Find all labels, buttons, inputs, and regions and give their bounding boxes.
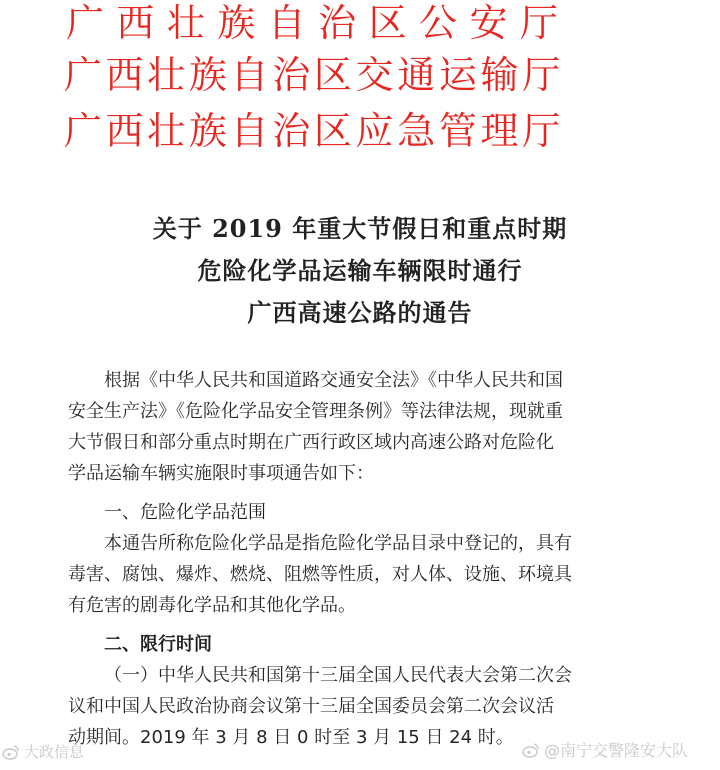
issuer-char: 输 <box>480 53 519 97</box>
watermark-right-text: @南宁交警隆安大队 <box>544 741 689 760</box>
issuer-emergency-management <box>62 108 562 154</box>
section-1-line: 本通告所称危险化学品是指危险化学品目录中登记的，具有 <box>104 533 572 554</box>
intro-paragraph <box>68 365 668 489</box>
section-1-body <box>68 528 668 621</box>
weibo-icon <box>2 744 20 760</box>
watermark-left-text: 大政信息 <box>24 743 85 761</box>
intro-line: 根据《中华人民共和国道路交通安全法》《中华人民共和国 <box>104 370 563 391</box>
issuer-char: 族 <box>217 1 256 45</box>
intro-line: 大节假日和部分重点时期在广西行政区域内高速公路对危险化 <box>68 432 554 453</box>
intro-line: 学品运输车辆实施限时事项通告如下： <box>68 463 374 484</box>
section-2-heading: 二、限行时间 <box>104 634 212 655</box>
issuer-char: 西 <box>105 53 144 97</box>
section-2-line: 议和中国人民政治协商会议第十三届全国委员会第二次会议活 <box>68 696 554 717</box>
section-1-line: 毒害、腐蚀、爆炸、燃烧、阻燃等性质，对人体、设施、环境具 <box>68 564 572 585</box>
issuer-char: 区 <box>313 109 352 153</box>
issuer-char: 治 <box>272 53 311 97</box>
issuer-char: 厅 <box>522 109 561 153</box>
watermark-left <box>2 741 84 762</box>
issuer-transportation <box>62 52 562 98</box>
issuer-char: 治 <box>272 109 311 153</box>
issuer-char: 西 <box>116 1 155 45</box>
issuer-char: 族 <box>188 109 227 153</box>
section-1-line: 有危害的剧毒化学品和其他化学品。 <box>68 595 356 616</box>
watermark-right <box>522 738 688 761</box>
document-title-line-2: 危险化学品运输车辆限时通行 <box>197 256 523 285</box>
weibo-icon <box>522 742 540 758</box>
document-title-line-3: 广西高速公路的通告 <box>247 298 473 327</box>
issuer-char: 西 <box>105 109 144 153</box>
section-2-line: （一）中华人民共和国第十三届全国人民代表大会第二次会 <box>104 665 572 686</box>
issuer-char: 区 <box>313 53 352 97</box>
issuer-char: 通 <box>397 53 436 97</box>
issuer-char: 厅 <box>522 53 561 97</box>
issuer-char: 厅 <box>519 1 558 45</box>
issuer-char: 自 <box>230 53 269 97</box>
issuer-char: 公 <box>419 1 458 45</box>
intro-line: 安全生产法》《危险化学品安全管理条例》等法律法规，现就重 <box>68 401 563 422</box>
issuer-char: 壮 <box>166 1 205 45</box>
issuer-char: 区 <box>368 1 407 45</box>
issuer-char: 自 <box>267 1 306 45</box>
issuer-char: 族 <box>188 53 227 97</box>
section-1-heading: 一、危险化学品范围 <box>104 502 266 523</box>
issuer-char: 运 <box>438 53 477 97</box>
issuer-char: 自 <box>230 109 269 153</box>
issuer-char: 交 <box>355 53 394 97</box>
issuer-char: 治 <box>318 1 357 45</box>
issuer-char: 壮 <box>147 109 186 153</box>
issuer-char: 急 <box>397 109 436 153</box>
section-2-line: 动期间。2019 年 3 月 8 日 0 时至 3 月 15 日 24 时。 <box>68 727 514 748</box>
issuer-char: 壮 <box>147 53 186 97</box>
issuer-char: 安 <box>469 1 508 45</box>
issuer-char: 应 <box>355 109 394 153</box>
issuer-char: 广 <box>63 53 102 97</box>
issuer-char: 管 <box>438 109 477 153</box>
issuer-char: 广 <box>63 109 102 153</box>
issuer-char: 理 <box>480 109 519 153</box>
issuer-public-security <box>62 0 562 46</box>
document-title-line-1: 关于 2019 年重大节假日和重点时期 <box>152 214 568 243</box>
issuer-char: 广 <box>65 1 104 45</box>
